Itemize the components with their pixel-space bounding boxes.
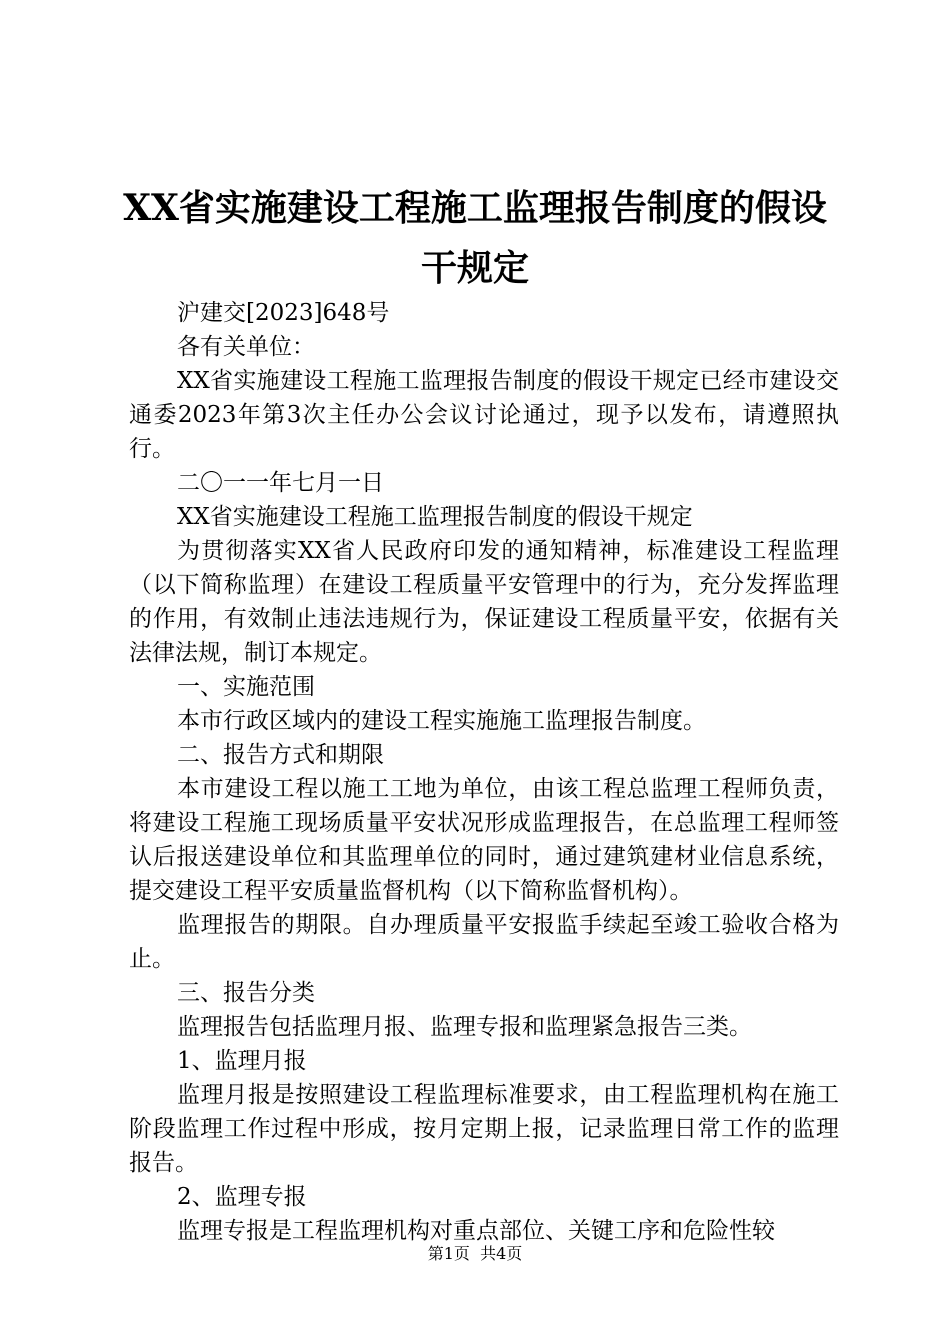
subtitle: XX省实施建设工程施工监理报告制度的假设干规定 (177, 504, 693, 530)
issue-date: 二〇一一年七月一日 (177, 470, 384, 496)
paragraph: XX省实施建设工程施工监理报告制度的假设干规定已经市建设交通委2023年第3次主任办公会议讨论通过，现予以发布，请遵照执行。 (129, 368, 839, 462)
subsection-heading: 1、监理月报 (177, 1048, 307, 1074)
paragraph: 监理报告包括监理月报、监理专报和监理紧急报告三类。 (177, 1014, 752, 1040)
subsection-heading: 2、监理专报 (177, 1184, 307, 1210)
section-heading: 二、报告方式和期限 (177, 742, 384, 768)
paragraph: 监理专报是工程监理机构对重点部位、关键工序和危险性较 (177, 1218, 775, 1244)
section-heading: 一、实施范围 (177, 674, 315, 700)
paragraph: 监理报告的期限。自办理质量平安报监手续起至竣工验收合格为止。 (129, 912, 839, 972)
doc-number: 沪建交[2023]648号 (177, 300, 390, 326)
document-body (129, 296, 839, 1248)
page-footer (0, 1243, 950, 1265)
paragraph: 监理月报是按照建设工程监理标准要求，由工程监理机构在施工阶段监理工作过程中形成，按月定期上报，记录监理日常工作的监理报告。 (129, 1082, 839, 1176)
title-line-2: 干规定 (420, 247, 529, 289)
paragraph: 为贯彻落实XX省人民政府印发的通知精神，标准建设工程监理（以下简称监理）在建设工程质量平安管理中的行为，充分发挥监理的作用，有效制止违法违规行为，保证建设工程质量平安，依据有关法律法规，制订本规定。 (129, 538, 839, 666)
title-line-1: XX省实施建设工程施工监理报告制度的假设 (123, 187, 827, 229)
document-title (110, 178, 840, 298)
paragraph: 本市行政区域内的建设工程实施施工监理报告制度。 (177, 708, 706, 734)
salutation: 各有关单位： (177, 334, 315, 360)
section-heading: 三、报告分类 (177, 980, 315, 1006)
page-number: 第1页 共4页 (427, 1244, 523, 1263)
paragraph: 本市建设工程以施工工地为单位，由该工程总监理工程师负责，将建设工程施工现场质量平安状况形成监理报告，在总监理工程师签认后报送建设单位和其监理单位的同时，通过建筑建材业信息系统，提交建设工程平安质量监督机构（以下简称监督机构）。 (129, 776, 839, 904)
